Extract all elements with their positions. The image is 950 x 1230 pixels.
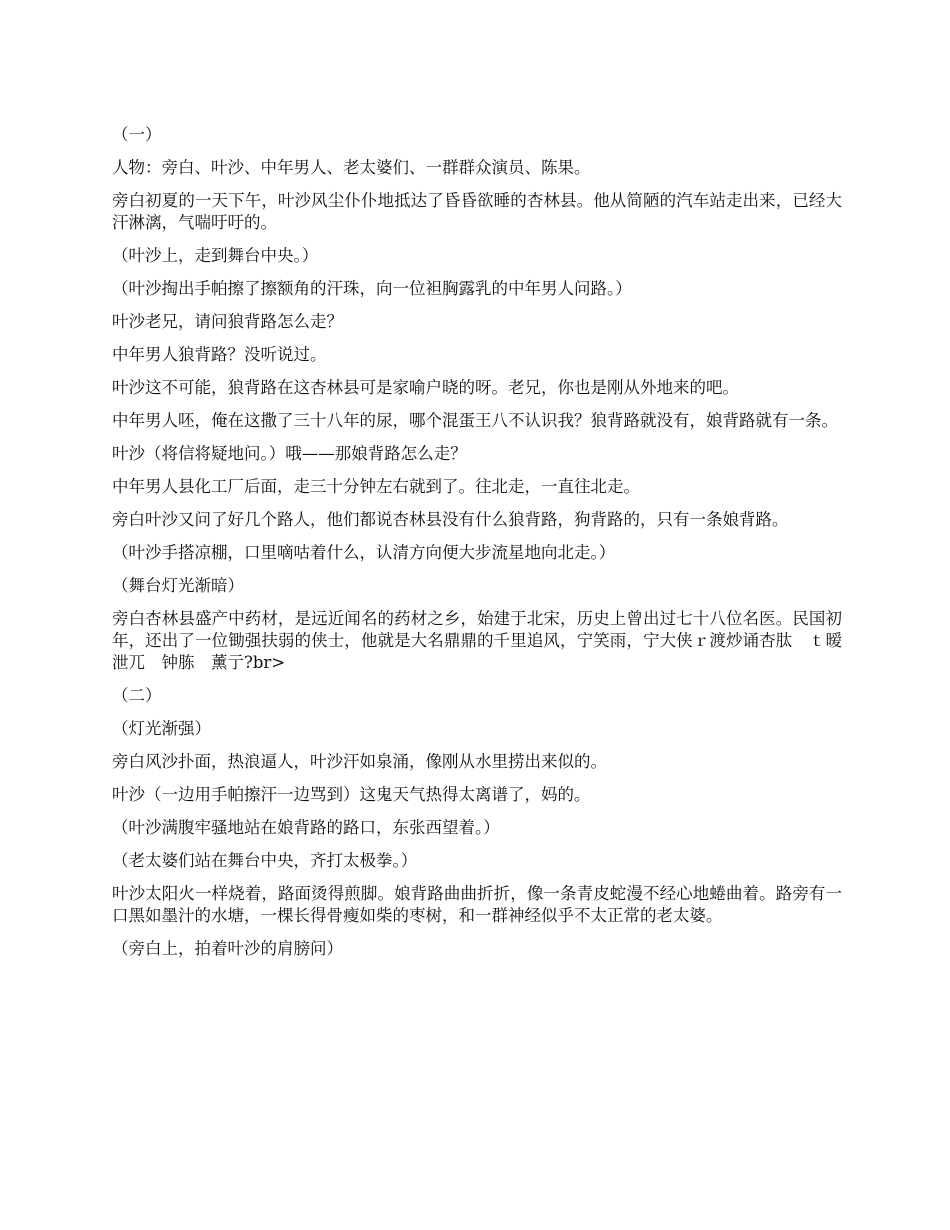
dialogue-line: 中年男人呸，俺在这撒了三十八年的尿，哪个混蛋王八不认识我？狼背路就没有，娘背路就有一条。 [112,411,838,430]
stage-direction: （老太婆们站在舞台中央，齐打太极拳。） [112,851,418,870]
stage-direction: （灯光渐强） [112,719,211,738]
stage-direction: （旁白上，拍着叶沙的肩膀问） [112,939,343,958]
narration-paragraph: 旁白杏林县盛产中药材，是远近闻名的药材之乡，始建于北宋，历史上曾出过七十八位名医。民国初年，还出了一位锄强扶弱的侠士，他就是大名鼎鼎的千里追风，宁笑雨，宁大侠ｒ渡炒诵杏肽 ｔ暧泄兀 钟胨 薰亍?br> [112,609,842,672]
narration-paragraph: 旁白风沙扑面，热浪逼人，叶沙汗如泉涌，像刚从水里捞出来似的。 [112,752,607,771]
scene-heading-1: （一） [112,125,162,144]
script-body [112,124,842,971]
narration-paragraph: 旁白叶沙又问了好几个路人，他们都说杏林县没有什么狼背路，狗背路的，只有一条娘背路。 [112,510,789,529]
dialogue-line: 叶沙（将信将疑地问。）哦——那娘背路怎么走？ [112,444,467,463]
dialogue-line: 中年男人县化工厂后面，走三十分钟左右就到了。往北走，一直往北走。 [112,477,640,496]
dialogue-line: 叶沙老兄，请问狼背路怎么走？ [112,312,343,331]
stage-direction: （叶沙上，走到舞台中央。） [112,246,319,265]
stage-direction: （叶沙掏出手帕擦了擦额角的汗珠，向一位袒胸露乳的中年男人问路。） [112,279,632,298]
dialogue-line: 叶沙（一边用手帕擦汗一边骂到）这鬼天气热得太离谱了，妈的。 [112,785,591,804]
stage-direction: （舞台灯光渐暗） [112,576,244,595]
stage-direction: （叶沙手搭凉棚，口里嘀咕着什么，认清方向便大步流星地向北走。） [112,543,616,562]
dialogue-line: 叶沙太阳火一样烧着，路面烫得煎脚。娘背路曲曲折折，像一条青皮蛇漫不经心地蜷曲着。路旁有一口黑如墨汁的水塘，一棵长得骨瘦如柴的枣树，和一群神经似乎不太正常的老太婆。 [112,884,842,925]
stage-direction: （叶沙满腹牢骚地站在娘背路的路口，东张西望着。） [112,818,500,837]
scene-heading-2: （二） [112,686,162,705]
dialogue-line: 中年男人狼背路？没听说过。 [112,345,327,364]
cast-list: 人物：旁白、叶沙、中年男人、老太婆们、一群群众演员、陈果。 [112,158,591,177]
dialogue-line: 叶沙这不可能，狼背路在这杏林县可是家喻户晓的呀。老兄，你也是刚从外地来的吧。 [112,378,739,397]
narration-paragraph: 旁白初夏的一天下午，叶沙风尘仆仆地抵达了昏昏欲睡的杏林县。他从简陋的汽车站走出来，已经大汗淋漓，气喘吁吁的。 [112,191,842,232]
